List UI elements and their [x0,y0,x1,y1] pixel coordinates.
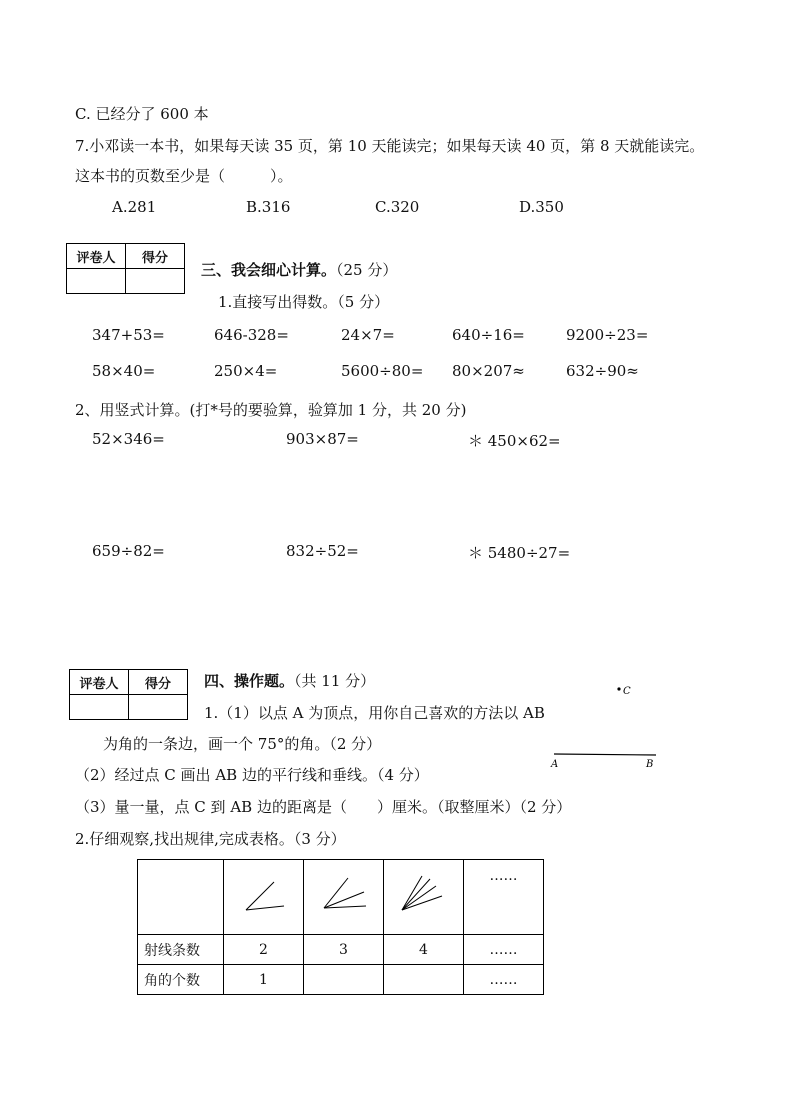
section4-title: 四、操作题。 [204,672,295,690]
section4-q2: 2.仔细观察,找出规律,完成表格。（3 分） [75,830,346,848]
score-box-section4 [69,669,188,720]
angles-cell-ellipsis: …… [464,965,544,995]
calc-2-5: 632÷90≈ [566,362,639,380]
rays-cell-2: 3 [304,935,384,965]
geometry-figure [548,680,660,772]
q7-option-a: A.281 [112,198,157,216]
vert-2-2: 832÷52= [286,542,359,560]
angles-row-label: 角的个数 [138,965,224,995]
point-a-label: A [551,759,559,770]
point-c-dot [617,687,620,690]
score-cell[interactable] [126,269,185,294]
q7-option-d: D.350 [519,198,564,216]
rays-cell-3: 4 [384,935,464,965]
calc-1-2: 646-328= [214,326,289,344]
section4-q1-line1: 1.（1）以点 A 为顶点，用你自己喜欢的方法以 AB [204,704,545,722]
rays-row-label: 射线条数 [138,935,224,965]
section4-q1-line2: 为角的一条边，画一个 75°的角。（2 分） [103,735,382,753]
point-c-label: C [623,686,631,697]
calc-2-2: 250×4= [214,362,278,380]
calc-2-4: 80×207≈ [452,362,525,380]
vert-1-2: 903×87= [286,430,359,448]
section3-sub2: 2、用竖式计算。(打*号的要验算，验算加 1 分，共 20 分) [75,401,467,419]
four-rays-icon [394,870,454,920]
calc-2-3: 5600÷80= [341,362,424,380]
q7-option-b: B.316 [246,198,291,216]
vert-2-3: ＊ 5480÷27= [468,544,571,562]
angles-cell-1: 1 [224,965,304,995]
section4-heading [204,670,375,691]
two-rays-icon [234,870,294,920]
q7-line1: 7.小邓读一本书，如果每天读 35 页，第 10 天能读完；如果每天读 40 页，第 8 天就能读完。 [75,137,705,155]
section4-q1-3: （3）量一量，点 C 到 AB 边的距离是（ ）厘米。（取整厘米）（2 分） [75,798,572,816]
segment-ab [554,754,656,755]
vert-1-3: ＊ 450×62= [468,432,561,450]
section4-points: （共 11 分） [294,672,376,690]
table-corner-cell [138,860,224,935]
section3-heading [201,259,397,280]
score-label: 得分 [126,244,185,269]
angles-cell-2[interactable] [304,965,384,995]
calc-1-1: 347+53= [92,326,165,344]
score-cell[interactable] [129,695,188,720]
calc-1-4: 640÷16= [452,326,525,344]
q7-line2: 这本书的页数至少是（ ）。 [75,167,293,185]
section3-sub1: 1.直接写出得数。（5 分） [218,293,390,311]
section3-points: （25 分） [336,261,398,279]
q6-option-c: C. 已经分了 600 本 [75,105,209,123]
calc-2-1: 58×40= [92,362,156,380]
grader-label: 评卷人 [67,244,126,269]
section3-title: 三、我会细心计算。 [201,261,337,279]
three-rays-icon [314,870,374,920]
rays-figure-2 [224,860,304,935]
q7-option-c: C.320 [375,198,420,216]
section4-q1-2: （2）经过点 C 画出 AB 边的平行线和垂线。（4 分） [75,766,429,784]
score-box-section3 [66,243,185,294]
rays-figure-ellipsis: …… [464,860,544,935]
angles-cell-3[interactable] [384,965,464,995]
rays-cell-1: 2 [224,935,304,965]
score-label: 得分 [129,670,188,695]
rays-cell-ellipsis: …… [464,935,544,965]
grader-cell[interactable] [70,695,129,720]
rays-figure-4 [384,860,464,935]
vert-2-1: 659÷82= [92,542,165,560]
point-b-label: B [646,759,654,770]
calc-1-5: 9200÷23= [566,326,649,344]
calc-1-3: 24×7= [341,326,395,344]
grader-cell[interactable] [67,269,126,294]
vert-1-1: 52×346= [92,430,165,448]
ray-angle-table [137,859,544,995]
grader-label: 评卷人 [70,670,129,695]
rays-figure-3 [304,860,384,935]
